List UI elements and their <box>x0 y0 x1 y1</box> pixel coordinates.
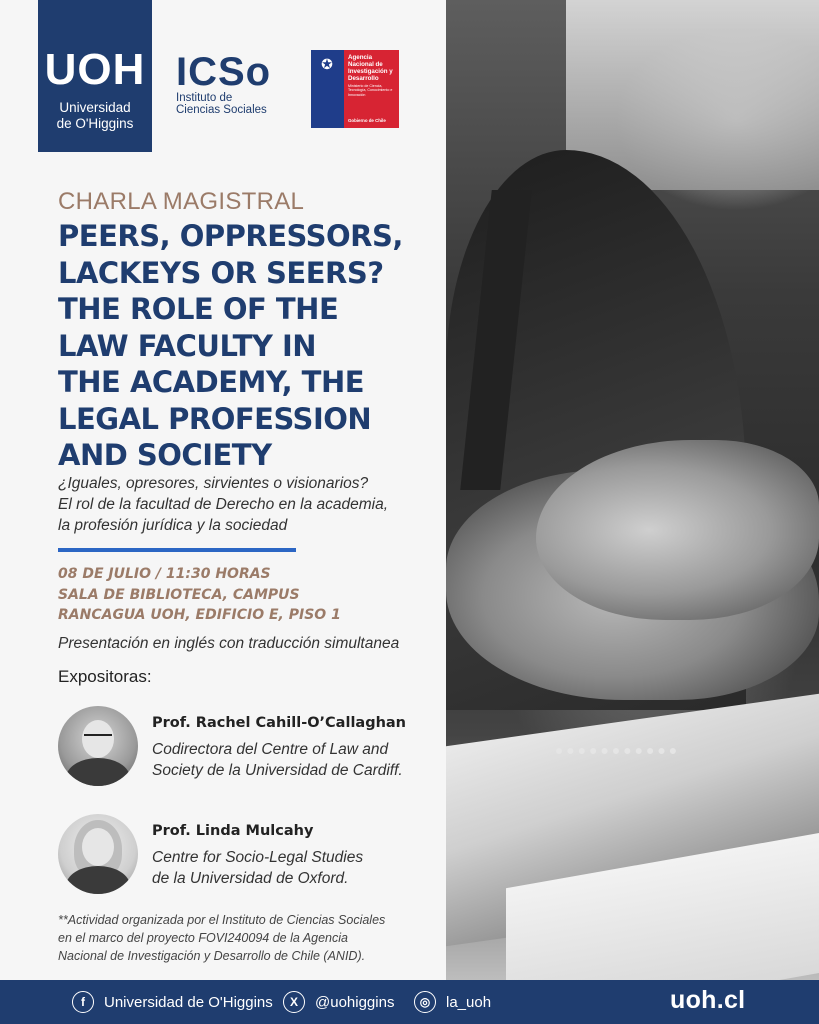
note-line: **Actividad organizada por el Instituto de Ciencias Sociales <box>58 913 386 927</box>
uoh-logo-mark: UOH <box>44 45 146 94</box>
uoh-name-line: de O'Higgins <box>56 116 134 131</box>
avatar-body <box>66 866 130 894</box>
speaker-avatar-rachel <box>58 706 138 786</box>
speaker-affiliation <box>152 739 432 781</box>
when-line: 08 DE JULIO / 11:30 HORAS <box>58 566 271 582</box>
photo-notebook-rings <box>556 748 676 784</box>
instagram-handle: la_uoh <box>446 993 492 1011</box>
speaker-affiliation <box>152 847 432 889</box>
affiliation-line: Codirectora del Centre of Law and <box>152 741 389 758</box>
speaker-name: Prof. Rachel Cahill-O’Callaghan <box>152 715 407 731</box>
title-line: LAW FACULTY IN <box>58 328 317 363</box>
note-line: Nacional de Investigación y Desarrollo de Chile (ANID). <box>58 949 366 963</box>
event-kicker: CHARLA MAGISTRAL <box>58 188 305 215</box>
title-line: PEERS, OPPRESSORS, <box>58 219 403 253</box>
speaker-name: Prof. Linda Mulcahy <box>152 823 314 839</box>
affiliation-line: de la Universidad de Oxford. <box>152 870 349 887</box>
icso-name-line: Ciencias Sociales <box>176 104 267 116</box>
facebook-link[interactable] <box>72 989 273 1015</box>
anid-logo <box>311 50 399 128</box>
icso-logo-mark: ICSo <box>176 50 272 94</box>
speaker-avatar-linda <box>58 814 138 894</box>
anid-subtitle: Ministerio de Ciencia, Tecnología, Conocimiento e Innovación <box>348 84 393 97</box>
affiliation-line: Society de la Universidad de Cardiff. <box>152 762 403 779</box>
avatar-glasses <box>84 734 112 742</box>
accent-rule <box>58 548 296 552</box>
footer-bar <box>0 980 819 1024</box>
speakers-heading: Expositoras: <box>58 667 152 686</box>
website-link[interactable]: uoh.cl <box>670 986 746 1014</box>
facebook-icon: f <box>72 991 94 1013</box>
uoh-logo-name <box>38 100 152 132</box>
avatar-body <box>66 758 130 786</box>
icso-name-line: Instituto de <box>176 92 233 104</box>
when-line: SALA DE BIBLIOTECA, CAMPUS <box>58 586 300 603</box>
x-icon: X <box>283 991 305 1013</box>
subtitle-line: la profesión jurídica y la sociedad <box>58 517 288 534</box>
organizer-note <box>58 911 434 965</box>
handshake-photo <box>446 0 819 980</box>
x-link[interactable] <box>283 989 394 1015</box>
subtitle-line: El rol de la facultad de Derecho en la academia, <box>58 496 389 513</box>
icso-logo <box>176 52 271 116</box>
uoh-logo <box>38 0 152 152</box>
title-line: THE ACADEMY, THE <box>58 365 365 399</box>
anid-government: Gobierno de Chile <box>348 118 386 123</box>
icso-logo-name <box>176 92 271 116</box>
x-handle: @uohiggins <box>315 993 395 1011</box>
affiliation-line: Centre for Socio-Legal Studies <box>152 849 364 866</box>
title-line: AND SOCIETY <box>58 438 272 472</box>
uoh-name-line: Universidad <box>59 100 131 115</box>
language-note: Presentación en inglés con traducción simultanea <box>58 635 400 652</box>
title-line: LEGAL PROFESSION <box>58 401 372 436</box>
title-line: THE ROLE OF THE <box>58 292 339 326</box>
avatar-head <box>82 828 114 866</box>
subtitle-line: ¿Iguales, opresores, sirvientes o visionarios? <box>58 475 369 492</box>
title-line: LACKEYS OR SEERS? <box>58 255 384 290</box>
anid-title: Agencia Nacional de Investigación y Desarrollo <box>348 54 393 82</box>
note-line: en el marco del proyecto FOVI240094 de la Agencia <box>58 931 348 945</box>
instagram-icon: ◎ <box>414 991 436 1013</box>
event-title <box>58 218 442 474</box>
when-line: RANCAGUA UOH, EDIFICIO E, PISO 1 <box>58 607 341 623</box>
facebook-handle: Universidad de O'Higgins <box>104 993 273 1011</box>
event-date-location <box>58 564 442 626</box>
chile-seal-icon: ✪ <box>321 56 333 72</box>
instagram-link[interactable] <box>414 989 491 1015</box>
event-subtitle <box>58 473 442 536</box>
